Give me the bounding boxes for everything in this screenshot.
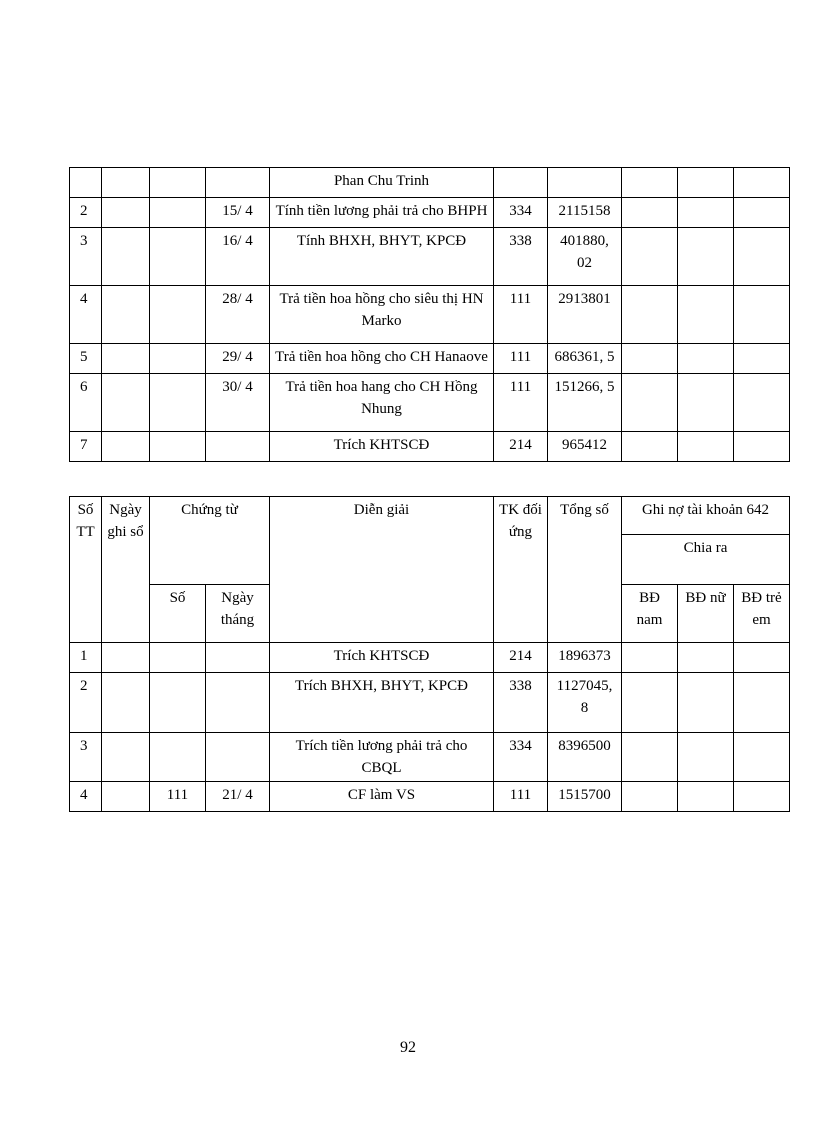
cell-ngay-thang <box>206 673 270 733</box>
cell-dien-giai: Trả tiền hoa hang cho CH Hồng Nhung <box>270 374 494 432</box>
cell-so <box>150 198 206 228</box>
ledger-top-body <box>70 168 790 462</box>
cell-bd-nu <box>678 198 734 228</box>
cell-tong-so: 151266, 5 <box>548 374 622 432</box>
header-chia-ra: Chia ra <box>622 535 790 585</box>
cell-ngay-thang: 28/ 4 <box>206 286 270 344</box>
cell-so <box>150 286 206 344</box>
cell-ngay-thang: 21/ 4 <box>206 782 270 812</box>
cell-stt: 6 <box>70 374 102 432</box>
cell-dien-giai: Trả tiền hoa hồng cho CH Hanaove <box>270 344 494 374</box>
header-dien-giai: Diễn giải <box>270 497 494 643</box>
header-chung-tu: Chứng từ <box>150 497 270 585</box>
cell-ngay-thang: 16/ 4 <box>206 228 270 286</box>
cell-tk-doi-ung: 111 <box>494 344 548 374</box>
cell-dien-giai: Trích tiền lương phải trả cho CBQL <box>270 733 494 782</box>
cell-so <box>150 344 206 374</box>
cell-tk-doi-ung: 111 <box>494 782 548 812</box>
cell-ngay-ghi-so <box>102 286 150 344</box>
cell-ngay-thang: 29/ 4 <box>206 344 270 374</box>
cell-stt: 3 <box>70 228 102 286</box>
cell-so <box>150 643 206 673</box>
cell-bd-nu <box>678 344 734 374</box>
cell-bd-nam <box>622 228 678 286</box>
cell-tk-doi-ung: 334 <box>494 198 548 228</box>
cell-ngay-ghi-so <box>102 168 150 198</box>
cell-ngay-thang <box>206 643 270 673</box>
cell-dien-giai: Trích BHXH, BHYT, KPCĐ <box>270 673 494 733</box>
ledger-header <box>70 497 790 643</box>
table-row <box>70 374 790 432</box>
cell-ngay-thang <box>206 168 270 198</box>
cell-stt: 2 <box>70 673 102 733</box>
header-bd-nam: BĐ nam <box>622 585 678 643</box>
table-row <box>70 198 790 228</box>
cell-bd-tre-em <box>734 198 790 228</box>
cell-tk-doi-ung: 338 <box>494 228 548 286</box>
header-ngay-ghi-so: Ngày ghi sổ <box>102 497 150 643</box>
cell-bd-nu <box>678 432 734 462</box>
cell-dien-giai: Trích KHTSCĐ <box>270 432 494 462</box>
cell-stt: 5 <box>70 344 102 374</box>
cell-ngay-ghi-so <box>102 782 150 812</box>
header-ghi-no: Ghi nợ tài khoản 642 <box>622 497 790 535</box>
table-row <box>70 344 790 374</box>
header-bd-nu: BĐ nữ <box>678 585 734 643</box>
ledger-table-continuation <box>69 167 790 462</box>
cell-bd-nam <box>622 673 678 733</box>
header-stt: Số TT <box>70 497 102 643</box>
cell-bd-nam <box>622 643 678 673</box>
cell-tk-doi-ung: 334 <box>494 733 548 782</box>
cell-bd-tre-em <box>734 432 790 462</box>
cell-bd-nam <box>622 286 678 344</box>
cell-stt: 2 <box>70 198 102 228</box>
table-row <box>70 782 790 812</box>
cell-bd-nam <box>622 374 678 432</box>
cell-so: 111 <box>150 782 206 812</box>
cell-bd-tre-em <box>734 228 790 286</box>
cell-so <box>150 374 206 432</box>
cell-tk-doi-ung: 338 <box>494 673 548 733</box>
cell-tong-so: 1127045, 8 <box>548 673 622 733</box>
cell-tong-so: 1515700 <box>548 782 622 812</box>
cell-stt: 3 <box>70 733 102 782</box>
cell-stt: 4 <box>70 782 102 812</box>
header-so: Số <box>150 585 206 643</box>
cell-bd-tre-em <box>734 168 790 198</box>
cell-tk-doi-ung: 214 <box>494 432 548 462</box>
cell-bd-nam <box>622 733 678 782</box>
table-row <box>70 228 790 286</box>
table-row <box>70 168 790 198</box>
cell-tong-so: 2913801 <box>548 286 622 344</box>
cell-bd-nu <box>678 673 734 733</box>
cell-stt: 7 <box>70 432 102 462</box>
cell-ngay-ghi-so <box>102 733 150 782</box>
header-tong-so: Tổng số <box>548 497 622 643</box>
cell-bd-nam <box>622 432 678 462</box>
cell-ngay-ghi-so <box>102 432 150 462</box>
cell-dien-giai: Tính tiền lương phải trả cho BHPH <box>270 198 494 228</box>
cell-ngay-thang: 15/ 4 <box>206 198 270 228</box>
cell-tk-doi-ung: 111 <box>494 374 548 432</box>
cell-bd-tre-em <box>734 286 790 344</box>
cell-ngay-ghi-so <box>102 643 150 673</box>
cell-ngay-ghi-so <box>102 228 150 286</box>
cell-ngay-ghi-so <box>102 344 150 374</box>
cell-stt: 4 <box>70 286 102 344</box>
cell-tong-so: 8396500 <box>548 733 622 782</box>
cell-dien-giai: Trả tiền hoa hồng cho siêu thị HN Marko <box>270 286 494 344</box>
cell-bd-nu <box>678 782 734 812</box>
cell-ngay-ghi-so <box>102 374 150 432</box>
cell-bd-tre-em <box>734 673 790 733</box>
cell-ngay-ghi-so <box>102 673 150 733</box>
cell-bd-nam <box>622 168 678 198</box>
table-row <box>70 673 790 733</box>
cell-tong-so: 965412 <box>548 432 622 462</box>
cell-bd-tre-em <box>734 374 790 432</box>
table-row <box>70 733 790 782</box>
cell-bd-nu <box>678 733 734 782</box>
cell-bd-nu <box>678 643 734 673</box>
cell-ngay-ghi-so <box>102 198 150 228</box>
cell-bd-tre-em <box>734 344 790 374</box>
cell-so <box>150 432 206 462</box>
cell-bd-tre-em <box>734 733 790 782</box>
cell-tong-so: 401880, 02 <box>548 228 622 286</box>
table-row <box>70 643 790 673</box>
header-bd-tre-em: BĐ trẻ em <box>734 585 790 643</box>
cell-so <box>150 673 206 733</box>
cell-ngay-thang <box>206 432 270 462</box>
cell-tong-so: 2115158 <box>548 198 622 228</box>
table-row <box>70 432 790 462</box>
cell-bd-nam <box>622 198 678 228</box>
cell-tong-so <box>548 168 622 198</box>
cell-stt <box>70 168 102 198</box>
cell-bd-nam <box>622 782 678 812</box>
cell-dien-giai: Tính BHXH, BHYT, KPCĐ <box>270 228 494 286</box>
ledger-table-642 <box>69 496 790 812</box>
cell-so <box>150 168 206 198</box>
cell-dien-giai: Phan Chu Trinh <box>270 168 494 198</box>
cell-ngay-thang: 30/ 4 <box>206 374 270 432</box>
cell-stt: 1 <box>70 643 102 673</box>
cell-bd-tre-em <box>734 782 790 812</box>
cell-bd-nu <box>678 228 734 286</box>
cell-bd-tre-em <box>734 643 790 673</box>
cell-tk-doi-ung <box>494 168 548 198</box>
cell-tk-doi-ung: 214 <box>494 643 548 673</box>
cell-bd-nu <box>678 374 734 432</box>
cell-dien-giai: Trích KHTSCĐ <box>270 643 494 673</box>
cell-bd-nu <box>678 168 734 198</box>
ledger-bottom-body <box>70 643 790 812</box>
table-row <box>70 286 790 344</box>
header-ngay-thang: Ngày tháng <box>206 585 270 643</box>
cell-dien-giai: CF làm VS <box>270 782 494 812</box>
cell-tong-so: 1896373 <box>548 643 622 673</box>
page-number: 92 <box>400 1039 416 1056</box>
cell-tong-so: 686361, 5 <box>548 344 622 374</box>
cell-bd-nu <box>678 286 734 344</box>
cell-so <box>150 733 206 782</box>
cell-bd-nam <box>622 344 678 374</box>
header-tk-doi-ung: TK đối ứng <box>494 497 548 643</box>
cell-so <box>150 228 206 286</box>
cell-ngay-thang <box>206 733 270 782</box>
cell-tk-doi-ung: 111 <box>494 286 548 344</box>
